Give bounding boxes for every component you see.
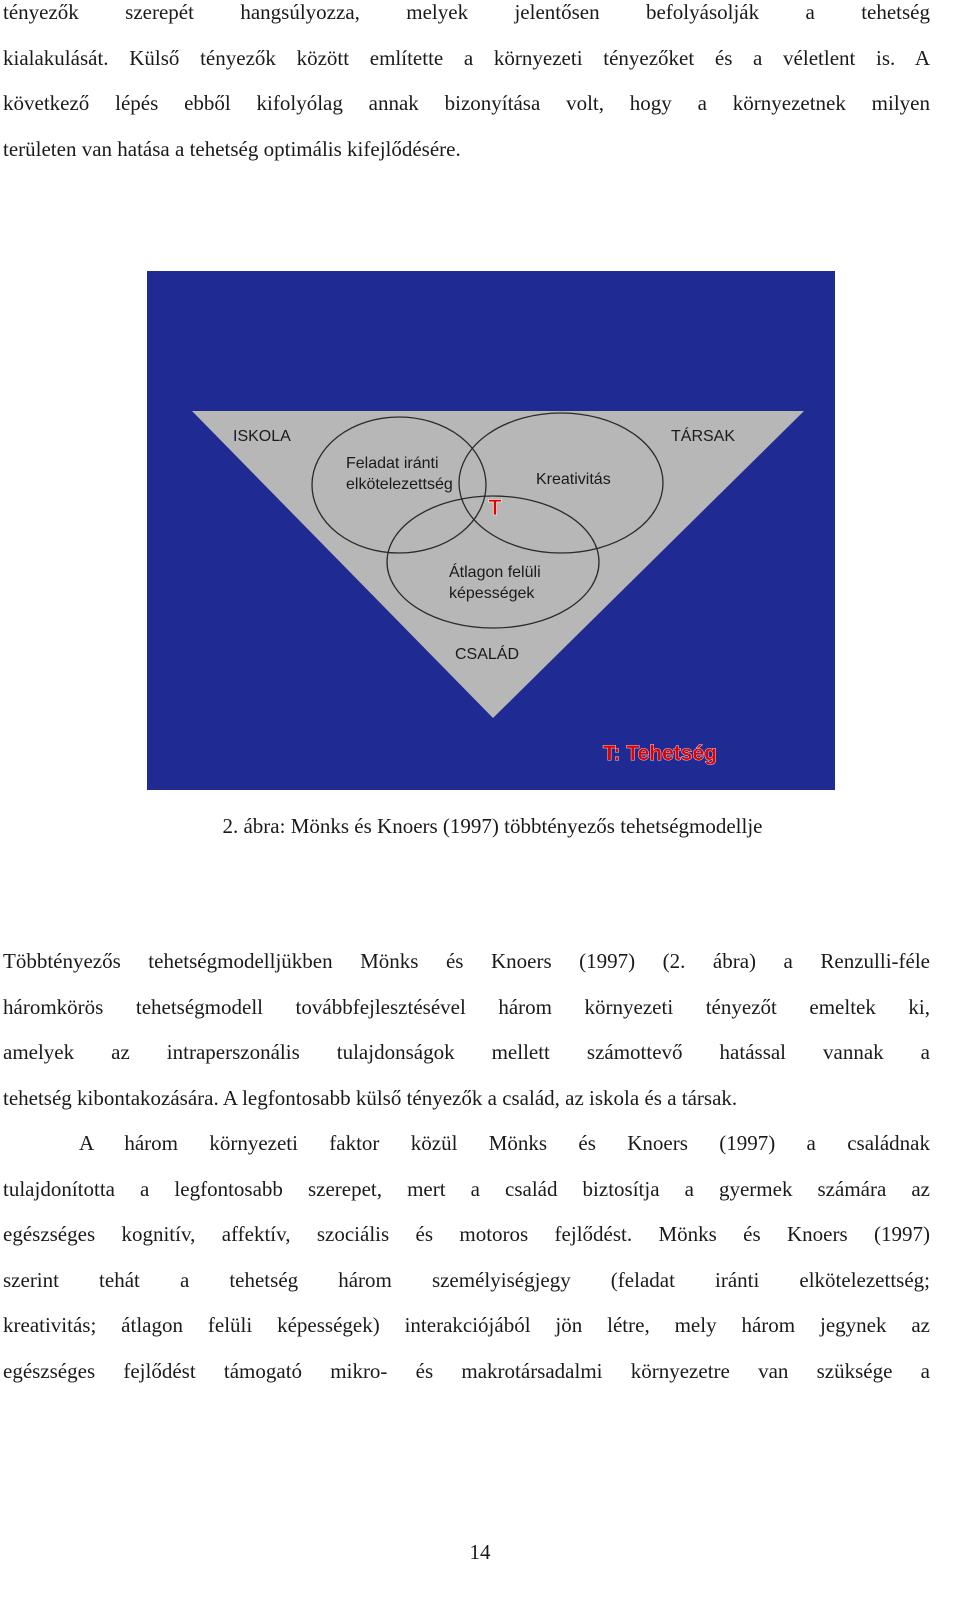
talent-mark: T <box>488 495 502 520</box>
text-line: háromkörös tehetségmodell továbbfejlesztésével három környezeti tényezőt emeltek ki, <box>3 994 930 1019</box>
body-paragraph <box>3 939 930 1394</box>
creativity-label: Kreativitás <box>536 471 611 488</box>
text-line: A három környezeti faktor közül Mönks és Knoers (1997) a családnak <box>79 1131 930 1155</box>
ability-label-line-2: képességek <box>449 585 535 602</box>
text-line: Többtényezős tehetségmodelljükben Mönks és Knoers (1997) (2. ábra) a Renzulli-féle <box>3 949 930 973</box>
text-line: területen van hatása a tehetség optimális kifejlődésére. <box>3 136 461 161</box>
school-label: ISKOLA <box>233 428 291 445</box>
text-line: tényezők szerepét hangsúlyozza, melyek jelentősen befolyásolják a tehetség <box>3 0 930 24</box>
intro-paragraph <box>3 0 930 172</box>
text-line: szerint tehát a tehetség három személyiségjegy (feladat iránti elkötelezettség; <box>3 1267 930 1292</box>
ability-label-line-1: Átlagon felüli <box>449 564 541 581</box>
text-line: egészséges kognitív, affektív, szociális és motoros fejlődést. Mönks és Knoers (1997) <box>3 1222 930 1246</box>
peers-label: TÁRSAK <box>671 428 736 445</box>
figure-caption: 2. ábra: Mönks és Knoers (1997) többtényezős tehetségmodellje <box>222 814 763 838</box>
talent-model-figure <box>147 271 835 790</box>
talent-model-diagram <box>147 271 835 790</box>
family-label: CSALÁD <box>455 646 520 663</box>
commitment-label-line-2: elkötelezettség <box>346 476 453 493</box>
text-line: tulajdonította a legfontosabb szerepet, mert a család biztosítja a gyermek számára az <box>3 1176 930 1201</box>
text-line: következő lépés ebből kifolyólag annak bizonyítása volt, hogy a környezetnek milyen <box>3 91 930 115</box>
text-line: tehetség kibontakozására. A legfontosabb külső tényezők a család, az iskola és a társak. <box>3 1085 738 1110</box>
commitment-label-line-1: Feladat iránti <box>346 455 439 472</box>
talent-legend: T: Tehetség <box>603 742 717 765</box>
page-number: 14 <box>469 1540 491 1564</box>
text-line: kialakulását. Külső tényezők között említette a környezeti tényezőket és a véletlent is. A <box>3 45 930 70</box>
text-line: amelyek az intraperszonális tulajdonságok mellett számottevő hatással vannak a <box>3 1040 930 1064</box>
text-line: egészséges fejlődést támogató mikro- és makrotársadalmi környezetre van szüksége a <box>3 1358 930 1383</box>
text-line: kreativitás; átlagon felüli képességek) interakciójából jön létre, mely három jegynek az <box>3 1313 930 1337</box>
